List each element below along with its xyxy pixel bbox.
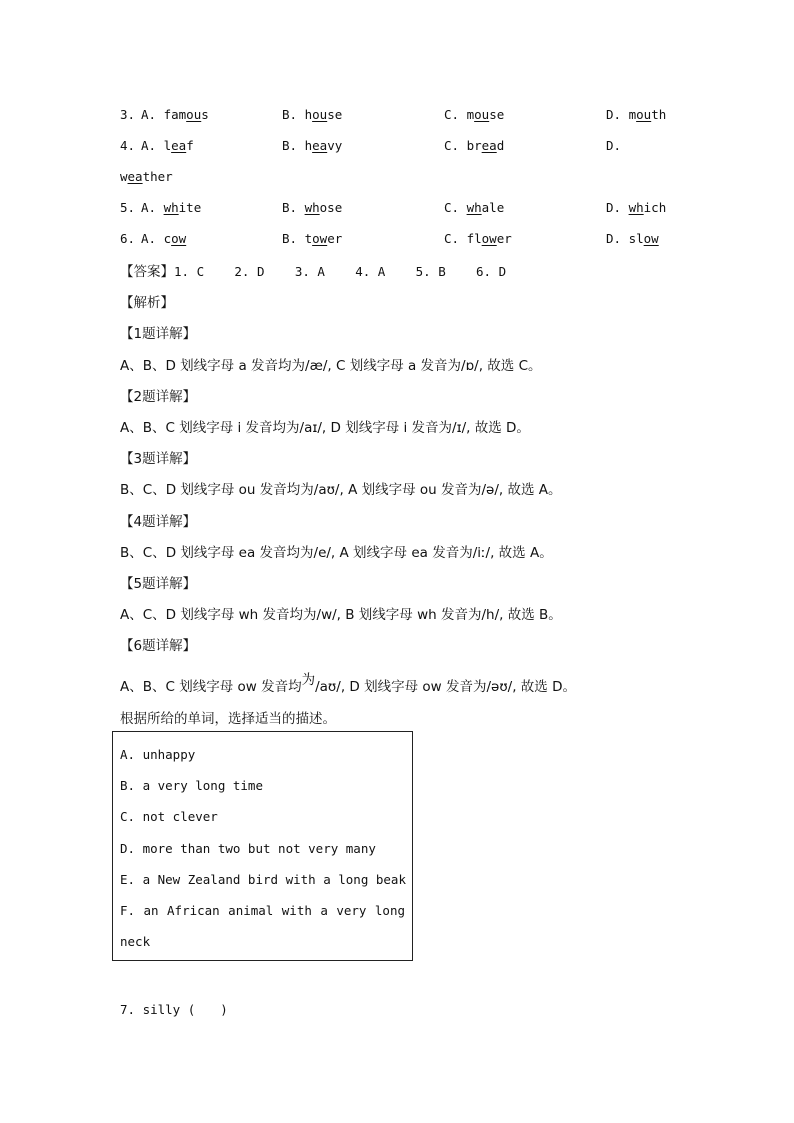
analysis-label: 【解析】 <box>120 295 174 311</box>
description-item: B. a very long time <box>120 778 263 793</box>
detail-heading: 【2题详解】 <box>120 389 197 405</box>
answer-item: 6. D <box>476 264 507 279</box>
option-d-letter: D. <box>606 138 622 153</box>
question-7: 7. silly ( ) <box>120 1002 228 1017</box>
question-number: 5. <box>120 200 136 215</box>
answer-item: 5. B <box>415 264 446 279</box>
detail-heading: 【6题详解】 <box>120 638 197 654</box>
instruction: 根据所给的单词，选择适当的描述。 <box>120 711 336 727</box>
option-d: D. mouth <box>606 107 667 122</box>
option-c: C. whale <box>444 200 505 215</box>
option-a: A. famous <box>141 107 209 122</box>
description-item-continuation: neck <box>120 934 151 949</box>
answer-line <box>120 260 506 280</box>
option-c: C. flower <box>444 231 512 246</box>
detail-text: A、B、D 划线字母 a 发音均为/æ/, C 划线字母 a 发音为/ɒ/, 故选 C。 <box>120 358 542 374</box>
option-b: B. heavy <box>282 138 343 153</box>
description-item: E. a New Zealand bird with a long beak <box>120 872 406 887</box>
option-d-word: weather <box>120 169 173 184</box>
description-item: C. not clever <box>120 809 218 824</box>
answer-item: 3. A <box>294 264 325 279</box>
answer-label: 【答案】 <box>120 264 174 280</box>
option-a: A. leaf <box>141 138 194 153</box>
description-item: D. more than two but not very many <box>120 841 376 856</box>
answer-item: 4. A <box>355 264 386 279</box>
description-box <box>112 731 413 961</box>
detail-text: B、C、D 划线字母 ea 发音均为/e/, A 划线字母 ea 发音为/iː/, 故选 A。 <box>120 545 553 561</box>
option-b: B. house <box>282 107 343 122</box>
detail-text: A、B、C 划线字母 ow 发音均为/aʊ/, D 划线字母 ow 发音为/əʊ/, 故选 D。 <box>120 672 576 695</box>
detail-heading: 【3题详解】 <box>120 451 197 467</box>
option-a: A. white <box>141 200 202 215</box>
detail-heading: 【4题详解】 <box>120 514 197 530</box>
question-number: 4. <box>120 138 136 153</box>
option-d: D. slow <box>606 231 659 246</box>
question-number: 3. <box>120 107 136 122</box>
option-c: C. bread <box>444 138 505 153</box>
detail-text: A、C、D 划线字母 wh 发音均为/w/, B 划线字母 wh 发音为/h/, 故选 B。 <box>120 607 562 623</box>
detail-text: A、B、C 划线字母 i 发音均为/aɪ/, D 划线字母 i 发音为/ɪ/, 故选 D。 <box>120 420 530 436</box>
answer-item: 1. C <box>174 264 205 279</box>
option-a: A. cow <box>141 231 187 246</box>
answer-item: 2. D <box>234 264 265 279</box>
detail-text: B、C、D 划线字母 ou 发音均为/aʊ/, A 划线字母 ou 发音为/ə/, 故选 A。 <box>120 482 562 498</box>
detail-heading: 【5题详解】 <box>120 576 197 592</box>
option-b: B. whose <box>282 200 343 215</box>
description-item: F. an African animal with a very long <box>120 903 405 918</box>
option-b: B. tower <box>282 231 343 246</box>
detail-heading: 【1题详解】 <box>120 326 197 342</box>
option-d: D. which <box>606 200 667 215</box>
option-c: C. mouse <box>444 107 505 122</box>
question-number: 6. <box>120 231 136 246</box>
description-item: A. unhappy <box>120 747 196 762</box>
